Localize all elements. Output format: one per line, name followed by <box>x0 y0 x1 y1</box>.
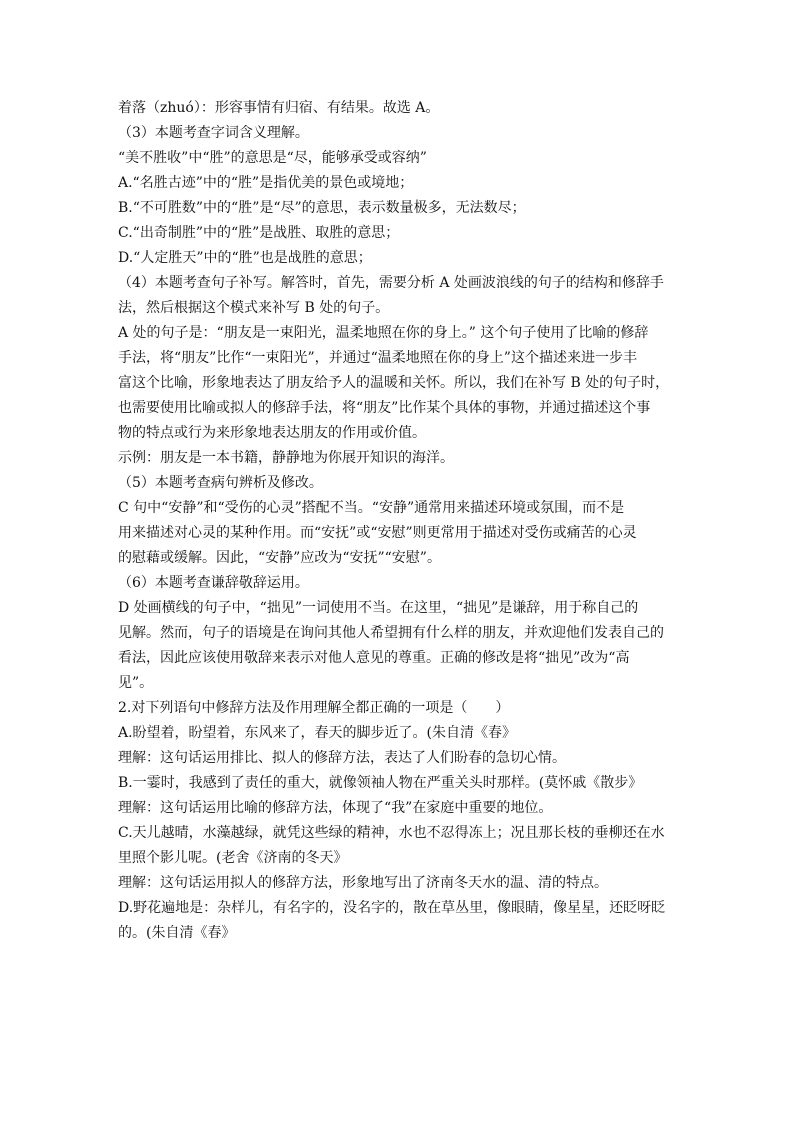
option-b-explanation: 理解：这句话运用比喻的修辞方法，体现了“我”在家庭中重要的地位。 <box>118 800 553 816</box>
text-line: 法，然后根据这个模式来补写 B 处的句子。 <box>118 300 390 316</box>
option-a: A.“名胜古迹”中的“胜”是指优美的景色或境地； <box>118 175 414 191</box>
text-line: C 句中“安静”和“受伤的心灵”搭配不当。“安静”通常用来描述环境或氛围，而不是 <box>118 500 625 516</box>
document-page <box>118 96 678 946</box>
text-line: 富这个比喻，形象地表达了朋友给予人的温暖和关怀。所以，我们在补写 B 处的句子时， <box>118 375 670 391</box>
text-line: 见解。然而，句子的语境是在询问其他人希望拥有什么样的朋友，并欢迎他们发表自己的 <box>118 625 664 641</box>
option-c: C.天儿越晴，水藻越绿，就凭这些绿的精神，水也不忍得冻上；况且那长枝的垂柳还在水 <box>118 825 665 841</box>
option-a-explanation: 理解：这句话运用排比、拟人的修辞方法，表达了人们盼春的急切心情。 <box>118 750 566 766</box>
option-b: B.“不可胜数”中的“胜”是“尽”的意思，表示数量极多，无法数尽； <box>118 200 526 216</box>
text-line: 物的特点或行为来形象地表达朋友的作用或价值。 <box>118 425 426 441</box>
section-heading: （3）本题考查字词含义理解。 <box>118 125 309 141</box>
text-line: 见”。 <box>118 675 154 691</box>
text-line: “美不胜收”中“胜”的意思是“尽，能够承受或容纳” <box>118 150 427 166</box>
text-line: A 处的句子是：“朋友是一束阳光，温柔地照在你的身上。” 这个句子使用了比喻的修辞 <box>118 325 649 341</box>
option-d-continued: 的。(朱自清《春》 <box>118 925 236 941</box>
text-line: D 处画横线的句子中，“拙见”一词使用不当。在这里，“拙见”是谦辞，用于称自己的 <box>118 600 639 616</box>
text-line: 也需要使用比喻或拟人的修辞手法，将“朋友”比作某个具体的事物，并通过描述这个事 <box>118 400 651 416</box>
option-b: B.一霎时，我感到了责任的重大，就像领袖人物在严重关头时那样。(莫怀戚《散步》 <box>118 775 643 791</box>
example-line: 示例：朋友是一本书籍，静静地为你展开知识的海洋。 <box>118 450 454 466</box>
question-heading: 2.对下列语句中修辞方法及作用理解全都正确的一项是（ ） <box>118 700 510 716</box>
option-a: A.盼望着，盼望着，东风来了，春天的脚步近了。(朱自清《春》 <box>118 725 517 741</box>
option-c-continued: 里照个影儿呢。(老舍《济南的冬天》 <box>118 850 348 866</box>
section-heading: （6）本题考查谦辞敬辞运用。 <box>118 575 309 591</box>
option-d: D.“人定胜天”中的“胜”也是战胜的意思； <box>118 250 372 266</box>
section-heading: （5）本题考查病句辨析及修改。 <box>118 475 323 491</box>
option-c: C.“出奇制胜”中的“胜”是战胜、取胜的意思； <box>118 225 400 241</box>
text-line: 看法，因此应该使用敬辞来表示对他人意见的尊重。正确的修改是将“拙见”改为“高 <box>118 650 630 666</box>
text-line: 手法，将“朋友”比作“一束阳光”，并通过“温柔地照在你的身上”这个描述来进一步丰 <box>118 350 637 366</box>
option-d: D.野花遍地是：杂样儿，有名字的，没名字的，散在草丛里，像眼睛，像星星，还眨呀眨 <box>118 900 666 916</box>
text-line: 用来描述对心灵的某种作用。而“安抚”或“安慰”则更常用于描述对受伤或痛苦的心灵 <box>118 525 637 541</box>
option-c-explanation: 理解：这句话运用拟人的修辞方法，形象地写出了济南冬天水的温、清的特点。 <box>118 875 608 891</box>
text-line: 着落（zhuó）：形容事情有归宿、有结果。故选 A。 <box>118 100 440 116</box>
text-line: 的慰藉或缓解。因此，“安静”应改为“安抚”“安慰”。 <box>118 550 441 566</box>
section-heading: （4）本题考查句子补写。解答时，首先，需要分析 A 处画波浪线的句子的结构和修辞手 <box>118 275 664 291</box>
